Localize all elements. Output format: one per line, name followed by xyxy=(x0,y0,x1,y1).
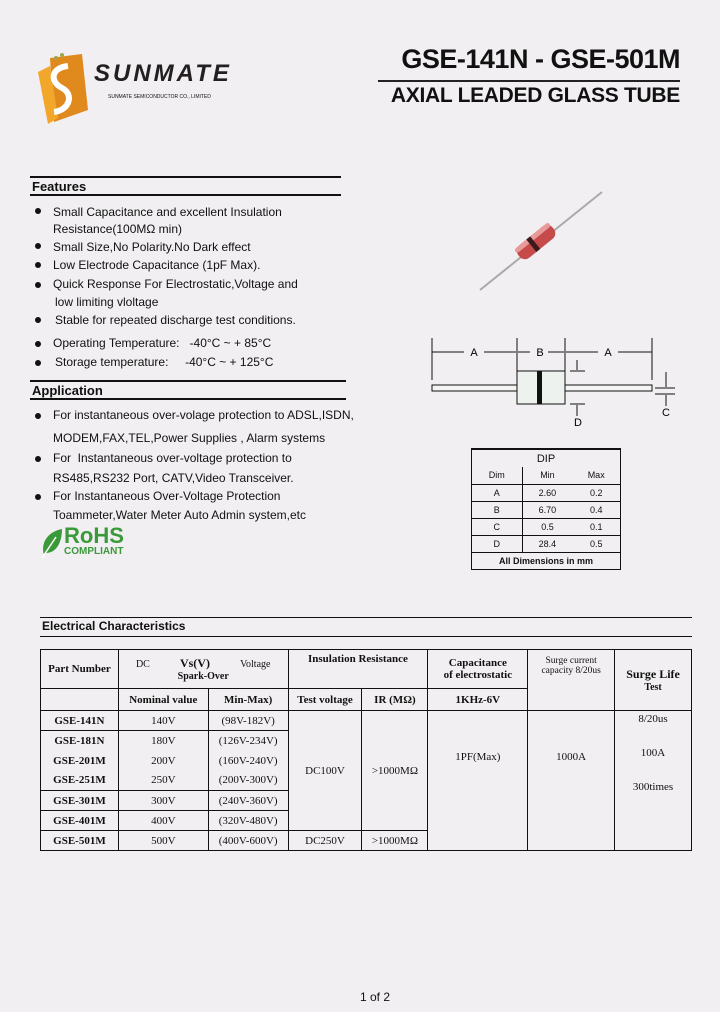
header-test-voltage: Test voltage xyxy=(288,689,362,711)
feature-item: Small Capacitance and excellent Insulation xyxy=(53,205,282,219)
header-spark: Spark-Over xyxy=(177,671,229,682)
dim-label-b: B xyxy=(536,347,544,359)
feature-item: Storage temperature: -40°C ~ + 125°C xyxy=(55,355,274,369)
header-surge2: capacity 8/20us xyxy=(541,666,601,676)
dim-label-d: D xyxy=(574,417,582,429)
diode-photo xyxy=(476,188,606,294)
header-cap1: Capacitance xyxy=(448,657,507,669)
logo-text: SUNMATE xyxy=(94,60,232,87)
dimension-drawing xyxy=(420,330,690,440)
bullet-icon xyxy=(35,243,41,249)
table-row xyxy=(472,501,620,518)
dip-cell: A xyxy=(472,484,522,501)
capacitance-cell: 1PF(Max) xyxy=(428,711,528,851)
dip-cell: 2.60 xyxy=(522,484,572,501)
header-insulation: Insulation Resistance xyxy=(288,650,428,689)
table-row xyxy=(472,535,620,552)
bullet-icon xyxy=(35,494,41,500)
part-cell: GSE-201M xyxy=(41,751,119,771)
header-surge1: Surge current xyxy=(545,656,597,666)
feature-item: Quick Response For Electrostatic,Voltage and xyxy=(53,277,298,291)
page-subtitle: AXIAL LEADED GLASS TUBE xyxy=(390,84,680,107)
leaf-icon xyxy=(40,527,64,559)
nominal-cell: 200V xyxy=(118,751,208,771)
header-minmax: Min-Max) xyxy=(208,689,288,711)
dip-cell: 6.70 xyxy=(522,501,572,518)
feature-item: Low Electrode Capacitance (1pF Max). xyxy=(53,258,261,272)
logo-emblem-icon xyxy=(36,52,88,124)
surge-current-cell: 1000A xyxy=(528,711,615,851)
ir-cell: >1000MΩ xyxy=(362,711,428,831)
bullet-icon xyxy=(35,262,41,268)
dip-dimensions-table xyxy=(471,448,621,570)
feature-item: Stable for repeated discharge test conditions. xyxy=(55,313,296,327)
header-capacitance xyxy=(428,650,528,689)
part-cell: GSE-301M xyxy=(41,791,119,811)
title-divider xyxy=(378,80,680,82)
test-voltage-cell: DC100V xyxy=(288,711,362,831)
part-cell: GSE-181N xyxy=(41,731,119,751)
dip-header: Max xyxy=(572,467,620,484)
header-dc: DC xyxy=(135,659,150,670)
nominal-cell: 500V xyxy=(118,831,208,851)
header-nominal: Nominal value xyxy=(118,689,208,711)
page-title: GSE-141N - GSE-501M xyxy=(401,44,680,74)
range-cell: (320V-480V) xyxy=(208,811,288,831)
part-cell: GSE-251M xyxy=(41,771,119,791)
range-cell: (200V-300V) xyxy=(208,771,288,791)
dip-cell: D xyxy=(472,535,522,552)
dip-cell: 0.5 xyxy=(572,535,620,552)
application-item: RS485,RS232 Port, CATV,Video Transceiver. xyxy=(53,471,294,485)
header-khz: 1KHz-6V xyxy=(428,689,528,711)
rohs-badge xyxy=(40,523,124,564)
dip-footer: All Dimensions in mm xyxy=(498,555,594,566)
feature-item: Operating Temperature: -40°C ~ + 85°C xyxy=(53,336,272,350)
bullet-icon xyxy=(35,341,41,347)
dip-cell: C xyxy=(472,518,522,535)
dip-cell: 28.4 xyxy=(522,535,572,552)
electrical-table xyxy=(40,649,692,851)
ir-cell: >1000MΩ xyxy=(362,831,428,851)
surge-life-line: 300times xyxy=(632,781,674,793)
dip-cell: 0.4 xyxy=(572,501,620,518)
bullet-icon xyxy=(35,282,41,288)
page-number: 1 of 2 xyxy=(359,990,391,1004)
range-cell: (98V-182V) xyxy=(208,711,288,731)
bullet-icon xyxy=(35,208,41,214)
surge-life-line: 8/20us xyxy=(638,713,668,725)
application-item: Toammeter,Water Meter Auto Admin system,etc xyxy=(53,508,306,522)
header-ir: IR (MΩ) xyxy=(362,689,428,711)
feature-item: Small Size,No Polarity.No Dark effect xyxy=(53,240,251,254)
dim-label-c: C xyxy=(662,407,670,419)
header-part-number: Part Number xyxy=(41,650,119,689)
header-spark-over xyxy=(118,650,288,689)
application-item: For Instantaneous over-voltage protection to xyxy=(53,451,292,465)
dip-title: DIP xyxy=(536,452,556,465)
electrical-heading: Electrical Characteristics xyxy=(40,617,692,637)
dip-cell: 0.5 xyxy=(522,518,572,535)
test-voltage-cell: DC250V xyxy=(288,831,362,851)
range-cell: (160V-240V) xyxy=(208,751,288,771)
bullet-icon xyxy=(35,317,41,323)
application-item: For Instantaneous Over-Voltage Protection xyxy=(53,489,281,503)
header-surge-current xyxy=(528,650,615,711)
dip-cell: B xyxy=(472,501,522,518)
logo-subtext: SUNMATE SEMICONDUCTOR CO., LIMITED xyxy=(108,94,211,100)
bullet-icon xyxy=(35,360,41,366)
nominal-cell: 400V xyxy=(118,811,208,831)
rohs-text: RoHS xyxy=(64,523,124,548)
range-cell: (126V-234V) xyxy=(208,731,288,751)
bullet-icon xyxy=(35,456,41,462)
application-item: MODEM,FAX,TEL,Power Supplies , Alarm systems xyxy=(53,431,326,445)
table-row xyxy=(472,484,620,501)
surge-life-cell xyxy=(615,711,692,851)
range-cell: (240V-360V) xyxy=(208,791,288,811)
dip-cell: 0.1 xyxy=(572,518,620,535)
part-cell: GSE-141N xyxy=(41,711,119,731)
table-row xyxy=(41,711,692,731)
nominal-cell: 300V xyxy=(118,791,208,811)
range-cell: (400V-600V) xyxy=(208,831,288,851)
dim-label-a: A xyxy=(604,347,612,359)
nominal-cell: 180V xyxy=(118,731,208,751)
surge-life-line: 100A xyxy=(640,747,666,759)
bullet-icon xyxy=(35,413,41,419)
application-heading: Application xyxy=(30,380,346,400)
table-row xyxy=(472,518,620,535)
nominal-cell: 250V xyxy=(118,771,208,791)
header-cap2: of electrostatic xyxy=(443,669,513,681)
nominal-cell: 140V xyxy=(118,711,208,731)
header-voltage: Voltage xyxy=(240,659,271,670)
part-cell: GSE-501M xyxy=(41,831,119,851)
feature-item: low limiting vloltage xyxy=(55,295,159,309)
rohs-compliant-text: COMPLIANT xyxy=(64,546,124,557)
header-life1: Surge Life xyxy=(626,667,680,681)
dip-header: Dim xyxy=(472,467,522,484)
features-heading: Features xyxy=(30,176,341,196)
dim-label-a: A xyxy=(470,347,478,359)
header-blank xyxy=(41,689,119,711)
company-logo xyxy=(36,52,232,129)
dip-cell: 0.2 xyxy=(572,484,620,501)
header-surge-life xyxy=(615,650,692,711)
header-life2: Test xyxy=(644,682,662,693)
application-item: For instantaneous over-volage protection to ADSL,ISDN, xyxy=(53,408,354,422)
part-cell: GSE-401M xyxy=(41,811,119,831)
feature-item: Resistance(100MΩ min) xyxy=(53,222,183,236)
dip-header: Min xyxy=(522,467,572,484)
header-vs: Vs(V) xyxy=(179,656,210,670)
